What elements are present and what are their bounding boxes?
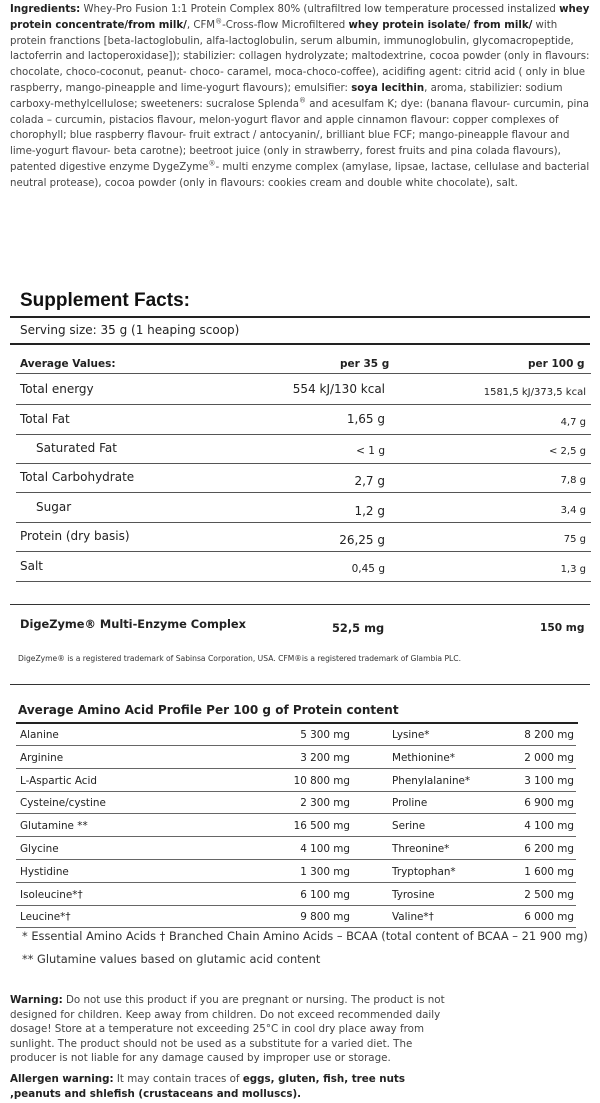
whey-isolate: whey protein isolate/ from milk/ xyxy=(348,19,533,31)
amino-value: 1 300 mg xyxy=(300,866,350,878)
amino-name: Phenylalanine* xyxy=(392,775,471,787)
amino-value: 6 000 mg xyxy=(524,911,574,923)
amino-row-divider xyxy=(16,813,576,814)
serving-size: Serving size: 35 g (1 heaping scoop) xyxy=(20,323,240,337)
amino-value: 4 100 mg xyxy=(300,843,350,855)
amino-name: Serine xyxy=(392,820,426,832)
enzyme-name: DigeZyme® Multi-Enzyme Complex xyxy=(20,617,246,631)
nutrient-per-100g: 75 g xyxy=(563,534,586,545)
amino-value: 2 000 mg xyxy=(524,752,574,764)
amino-name: Tyrosine xyxy=(392,889,435,901)
glutamine-note: ** Glutamine values based on glutamic acid content xyxy=(22,952,321,966)
average-values-header: Average Values: xyxy=(20,358,116,370)
ingredients-text-3: -Cross-flow Microfiltered xyxy=(222,19,349,31)
serving-divider xyxy=(10,343,590,345)
allergen-list: eggs, gluten, fish, tree nuts ,peanuts and shlefish (crustaceans and molluscs). xyxy=(10,1073,405,1100)
ingredients-text-6: and acesulfam K; dye: (banana flavour- curcumin, pina colada – curcumin, pistacios flavour, melon-yogurt flavor and apple cinnamon flavour: copper complexes of chorophyll; blue raspberry flavour- fruit extract / antocyanin/, brilliant blue FCF; mango-pineapple flavour and lime-yogurt flavour- beta carotne); beetroot juice (only in strawberry, forest fruits and pina colada flavours), patented digestive enzyme DygeZyme xyxy=(10,98,590,173)
nutrient-per-100g: 1581,5 kJ/373,5 kcal xyxy=(483,387,586,398)
registered-mark-2: ® xyxy=(298,96,306,105)
nutrient-per-35g: 1,2 g xyxy=(354,504,385,518)
amino-row-divider xyxy=(16,859,576,860)
warning-text: Do not use this product if you are pregnant or nursing. The product is not designed for children. Keep away from children. Do not exceed recommended daily dosage! Store at a temperature not exceeding 25°C in cool dry place away from sunlight. The product should not be used as a substitute for a varied diet. The producer is not liable for any damage caused by improper use or storage. xyxy=(10,994,445,1065)
amino-row-divider xyxy=(16,905,576,906)
nutrient-name: Total Carbohydrate xyxy=(20,470,135,484)
nutrient-name: Sugar xyxy=(36,500,72,514)
amino-name: Valine*† xyxy=(392,911,434,923)
row-divider xyxy=(16,522,591,523)
amino-name: Alanine xyxy=(20,729,59,741)
amino-value: 16 500 mg xyxy=(293,820,350,832)
amino-row-divider xyxy=(16,791,576,792)
enzyme-divider xyxy=(10,604,590,605)
per-35g-header: per 35 g xyxy=(340,358,390,370)
bcaa-note: * Essential Amino Acids † Branched Chain Amino Acids – BCAA (total content of BCAA – 21 900 mg) xyxy=(22,929,588,943)
nutrient-per-35g: 26,25 g xyxy=(339,533,385,547)
trademark-divider xyxy=(10,684,590,685)
soya-lecithin: soya lecithin xyxy=(351,82,425,94)
amino-name: Tryptophan* xyxy=(392,866,456,878)
row-divider xyxy=(16,551,591,552)
amino-value: 4 100 mg xyxy=(524,820,574,832)
amino-name: Glycine xyxy=(20,843,59,855)
ingredients-text-2: , CFM xyxy=(186,19,216,31)
ingredients-text-7: - multi enzyme complex (amylase, lipsae, lactase, cellulase and bacterial neutral protease), cocoa powder (only in flavours: cookies cream and double white chocolate), salt. xyxy=(10,161,590,189)
amino-value: 2 500 mg xyxy=(524,889,574,901)
nutrient-name: Protein (dry basis) xyxy=(20,529,130,543)
per-100g-header: per 100 g xyxy=(528,358,585,370)
amino-value: 10 800 mg xyxy=(293,775,350,787)
row-divider xyxy=(16,492,591,493)
nutrient-per-35g: 1,65 g xyxy=(346,412,385,426)
amino-value: 3 200 mg xyxy=(300,752,350,764)
amino-divider xyxy=(16,722,578,724)
amino-row-divider xyxy=(16,768,576,769)
nutrient-name: Saturated Fat xyxy=(36,441,117,455)
amino-name: Proline xyxy=(392,797,428,809)
warning-paragraph xyxy=(10,993,450,1066)
amino-value: 6 900 mg xyxy=(524,797,574,809)
allergen-paragraph xyxy=(10,1072,450,1101)
nutrient-per-100g: < 2,5 g xyxy=(549,446,586,457)
allergen-label: Allergen warning: xyxy=(10,1073,114,1085)
nutrient-name: Total Fat xyxy=(20,412,70,426)
row-divider xyxy=(16,434,591,435)
trademark-note: DigeZyme® is a registered trademark of Sabinsa Corporation, USA. CFM®is a registered trademark of Glambia PLC. xyxy=(18,654,462,663)
enzyme-per-100g: 150 mg xyxy=(540,622,585,634)
amino-name: Leucine*† xyxy=(20,911,71,923)
warning-label: Warning: xyxy=(10,994,63,1006)
nutrient-per-35g: 554 kJ/130 kcal xyxy=(292,382,385,396)
row-divider xyxy=(16,373,591,374)
ingredients-paragraph xyxy=(10,2,592,192)
row-divider xyxy=(16,581,591,582)
allergen-text: It may contain traces of xyxy=(113,1073,243,1085)
amino-value: 9 800 mg xyxy=(300,911,350,923)
row-divider xyxy=(16,463,591,464)
amino-value: 5 300 mg xyxy=(300,729,350,741)
supplement-facts-title: Supplement Facts: xyxy=(20,290,190,311)
amino-value: 1 600 mg xyxy=(524,866,574,878)
ingredients-text-1: Whey-Pro Fusion 1:1 Protein Complex 80% (ultrafiltred low temperature processed instalized xyxy=(80,4,560,15)
ingredients-text-5: , aroma, stabilizier: sodium carboxy-methylcellulose; sweeteners: sucralose Splenda xyxy=(10,82,563,110)
amino-acid-title: Average Amino Acid Profile Per 100 g of Protein content xyxy=(18,703,399,717)
amino-row-divider xyxy=(16,836,576,837)
amino-value: 6 200 mg xyxy=(524,843,574,855)
ingredients-label: Ingredients: xyxy=(10,4,81,15)
amino-value: 3 100 mg xyxy=(524,775,574,787)
registered-mark-1: ® xyxy=(215,17,223,26)
row-divider xyxy=(16,404,591,405)
amino-name: Cysteine/cystine xyxy=(20,797,106,809)
amino-name: Hystidine xyxy=(20,866,69,878)
amino-name: Threonine* xyxy=(392,843,450,855)
enzyme-per-35g: 52,5 mg xyxy=(332,621,385,635)
nutrient-per-100g: 1,3 g xyxy=(560,564,586,575)
nutrient-per-100g: 7,8 g xyxy=(560,475,586,486)
amino-name: Glutamine ** xyxy=(20,820,88,832)
ingredients-text-4: with protein franctions [beta-lactoglobulin, alfa-lactoglobulin, serum albumin, immunoglobulin, glycomacropeptide, lactoferrin and lactoperoxidase]); stabilizier: collagen hydrolyzate; maltodextrine, cocoa powder (only in flavours: chocolate, choco-coconut, peanut- choco- caramel, moca-choco-coffee), acidifing agent: citrid acid ( only in blue raspberry, mango-pineapple and lime-yogurt flavours); emulsifier: xyxy=(10,19,590,94)
nutrient-per-35g: 0,45 g xyxy=(351,563,385,575)
amino-name: L-Aspartic Acid xyxy=(20,775,97,787)
amino-row-divider xyxy=(16,927,576,928)
nutrient-name: Salt xyxy=(20,559,44,573)
amino-name: Methionine* xyxy=(392,752,455,764)
amino-row-divider xyxy=(16,882,576,883)
nutrient-name: Total energy xyxy=(20,382,94,396)
amino-row-divider xyxy=(16,745,576,746)
title-divider xyxy=(10,316,590,318)
amino-value: 2 300 mg xyxy=(300,797,350,809)
nutrient-per-100g: 4,7 g xyxy=(560,417,586,428)
nutrient-per-100g: 3,4 g xyxy=(560,505,586,516)
amino-name: Isoleucine*† xyxy=(20,889,83,901)
amino-value: 8 200 mg xyxy=(524,729,574,741)
amino-value: 6 100 mg xyxy=(300,889,350,901)
whey-concentrate: whey protein concentrate/from milk/ xyxy=(10,4,590,31)
registered-mark-3: ® xyxy=(208,159,216,168)
nutrient-per-35g: < 1 g xyxy=(356,445,385,457)
amino-name: Lysine* xyxy=(392,729,430,741)
amino-name: Arginine xyxy=(20,752,64,764)
nutrient-per-35g: 2,7 g xyxy=(354,474,385,488)
